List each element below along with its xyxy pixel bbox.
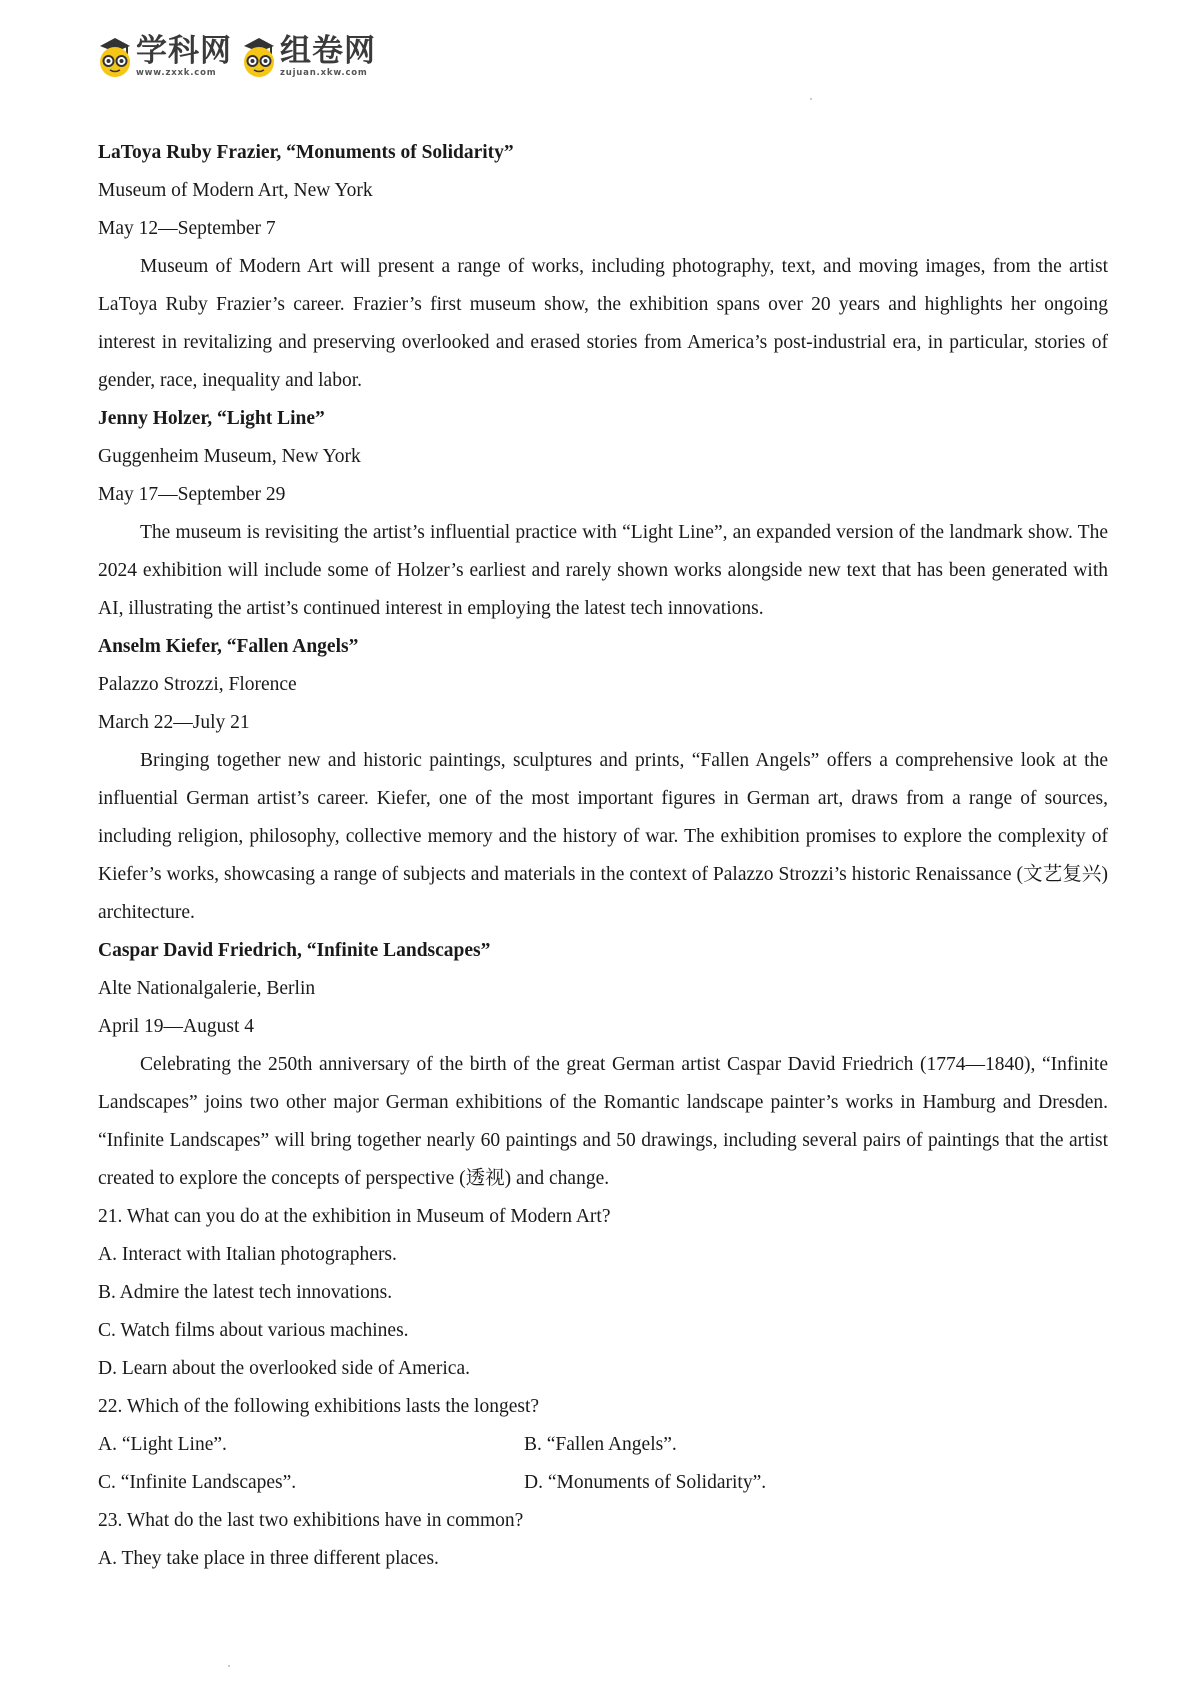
- option-c: C. Watch films about various machines.: [98, 1320, 409, 1341]
- option-b: B. “Fallen Angels”.: [524, 1434, 677, 1455]
- exhibition-entry: [98, 628, 1108, 932]
- question-21: [98, 1198, 1108, 1388]
- logo-name: 组卷网: [280, 33, 376, 69]
- question-stem: 22. Which of the following exhibitions lasts the longest?: [98, 1396, 540, 1417]
- exhibition-description: Museum of Modern Art will present a range of works, including photography, text, and moving images, from the artist LaToya Ruby Frazier’s career. Frazier’s first museum show, the exhibition spans over 20 years and highlights her ongoing interest in revitalizing and preserving overlooked and erased stories from America’s post-industrial era, in particular, stories of gender, race, inequality and labor.: [98, 256, 1108, 391]
- exhibition-dates: May 17—September 29: [98, 484, 286, 505]
- exhibition-description: Bringing together new and historic paintings, sculptures and prints, “Fallen Angels” offers a comprehensive look at the influential German artist’s career. Kiefer, one of the most important figures in German art, draws from a range of sources, including religion, philosophy, collective memory and the history of war. The exhibition promises to explore the complexity of Kiefer’s works, showcasing a range of subjects and materials in the context of Palazzo Strozzi’s historic Renaissance (文艺复兴) architecture.: [98, 750, 1108, 923]
- exhibition-entry: [98, 400, 1108, 628]
- exhibition-entry: [98, 932, 1108, 1198]
- exhibition-title: Anselm Kiefer, “Fallen Angels”: [98, 636, 359, 657]
- question-stem: 21. What can you do at the exhibition in Museum of Modern Art?: [98, 1206, 611, 1227]
- question-23: [98, 1502, 1108, 1578]
- option-a: A. They take place in three different places.: [98, 1548, 439, 1569]
- question-22: [98, 1388, 1108, 1502]
- option-d: D. Learn about the overlooked side of America.: [98, 1358, 470, 1379]
- passage: [98, 134, 1108, 1578]
- option-d: D. “Monuments of Solidarity”.: [524, 1472, 767, 1493]
- exhibition-description: Celebrating the 250th anniversary of the birth of the great German artist Caspar David Friedrich (1774—1840), “Infinite Landscapes” joins two other major German exhibitions of the Romantic landscape painter’s works in Hamburg and Dresden. “Infinite Landscapes” will bring together nearly 60 paintings and 50 drawings, including several pairs of paintings that the artist created to explore the concepts of perspective (透视) and change.: [98, 1054, 1108, 1189]
- exhibition-title: LaToya Ruby Frazier, “Monuments of Solidarity”: [98, 142, 514, 163]
- options-row: [98, 1426, 1108, 1464]
- logo-url: www.zxxk.com: [136, 68, 217, 78]
- option-b: B. Admire the latest tech innovations.: [98, 1282, 393, 1303]
- logo-url: zujuan.xkw.com: [280, 68, 368, 78]
- header-logo: [96, 34, 376, 78]
- exhibition-venue: Museum of Modern Art, New York: [98, 180, 373, 201]
- exhibition-venue: Guggenheim Museum, New York: [98, 446, 361, 467]
- exhibition-title: Caspar David Friedrich, “Infinite Landscapes”: [98, 940, 491, 961]
- exhibition-dates: April 19—August 4: [98, 1016, 254, 1037]
- mascot-face-icon: [96, 34, 134, 78]
- speck: [810, 98, 812, 100]
- exhibition-dates: May 12—September 7: [98, 218, 276, 239]
- logo-name: 学科网: [136, 33, 232, 69]
- mascot-face-icon: [240, 34, 278, 78]
- exhibition-entry: [98, 134, 1108, 400]
- option-a: A. “Light Line”.: [98, 1434, 227, 1455]
- logo-zujuan: [240, 34, 376, 78]
- exhibition-venue: Palazzo Strozzi, Florence: [98, 674, 297, 695]
- exhibition-description: The museum is revisiting the artist’s influential practice with “Light Line”, an expanded version of the landmark show. The 2024 exhibition will include some of Holzer’s earliest and rarely shown works alongside new text that has been generated with AI, illustrating the artist’s continued interest in employing the latest tech innovations.: [98, 522, 1108, 619]
- question-stem: 23. What do the last two exhibitions have in common?: [98, 1510, 524, 1531]
- option-a: A. Interact with Italian photographers.: [98, 1244, 397, 1265]
- speck: [228, 1665, 230, 1667]
- options-row: [98, 1464, 1108, 1502]
- option-c: C. “Infinite Landscapes”.: [98, 1472, 297, 1493]
- exhibition-dates: March 22—July 21: [98, 712, 250, 733]
- logo-zxxk: [96, 34, 232, 78]
- exhibition-title: Jenny Holzer, “Light Line”: [98, 408, 325, 429]
- exhibition-venue: Alte Nationalgalerie, Berlin: [98, 978, 316, 999]
